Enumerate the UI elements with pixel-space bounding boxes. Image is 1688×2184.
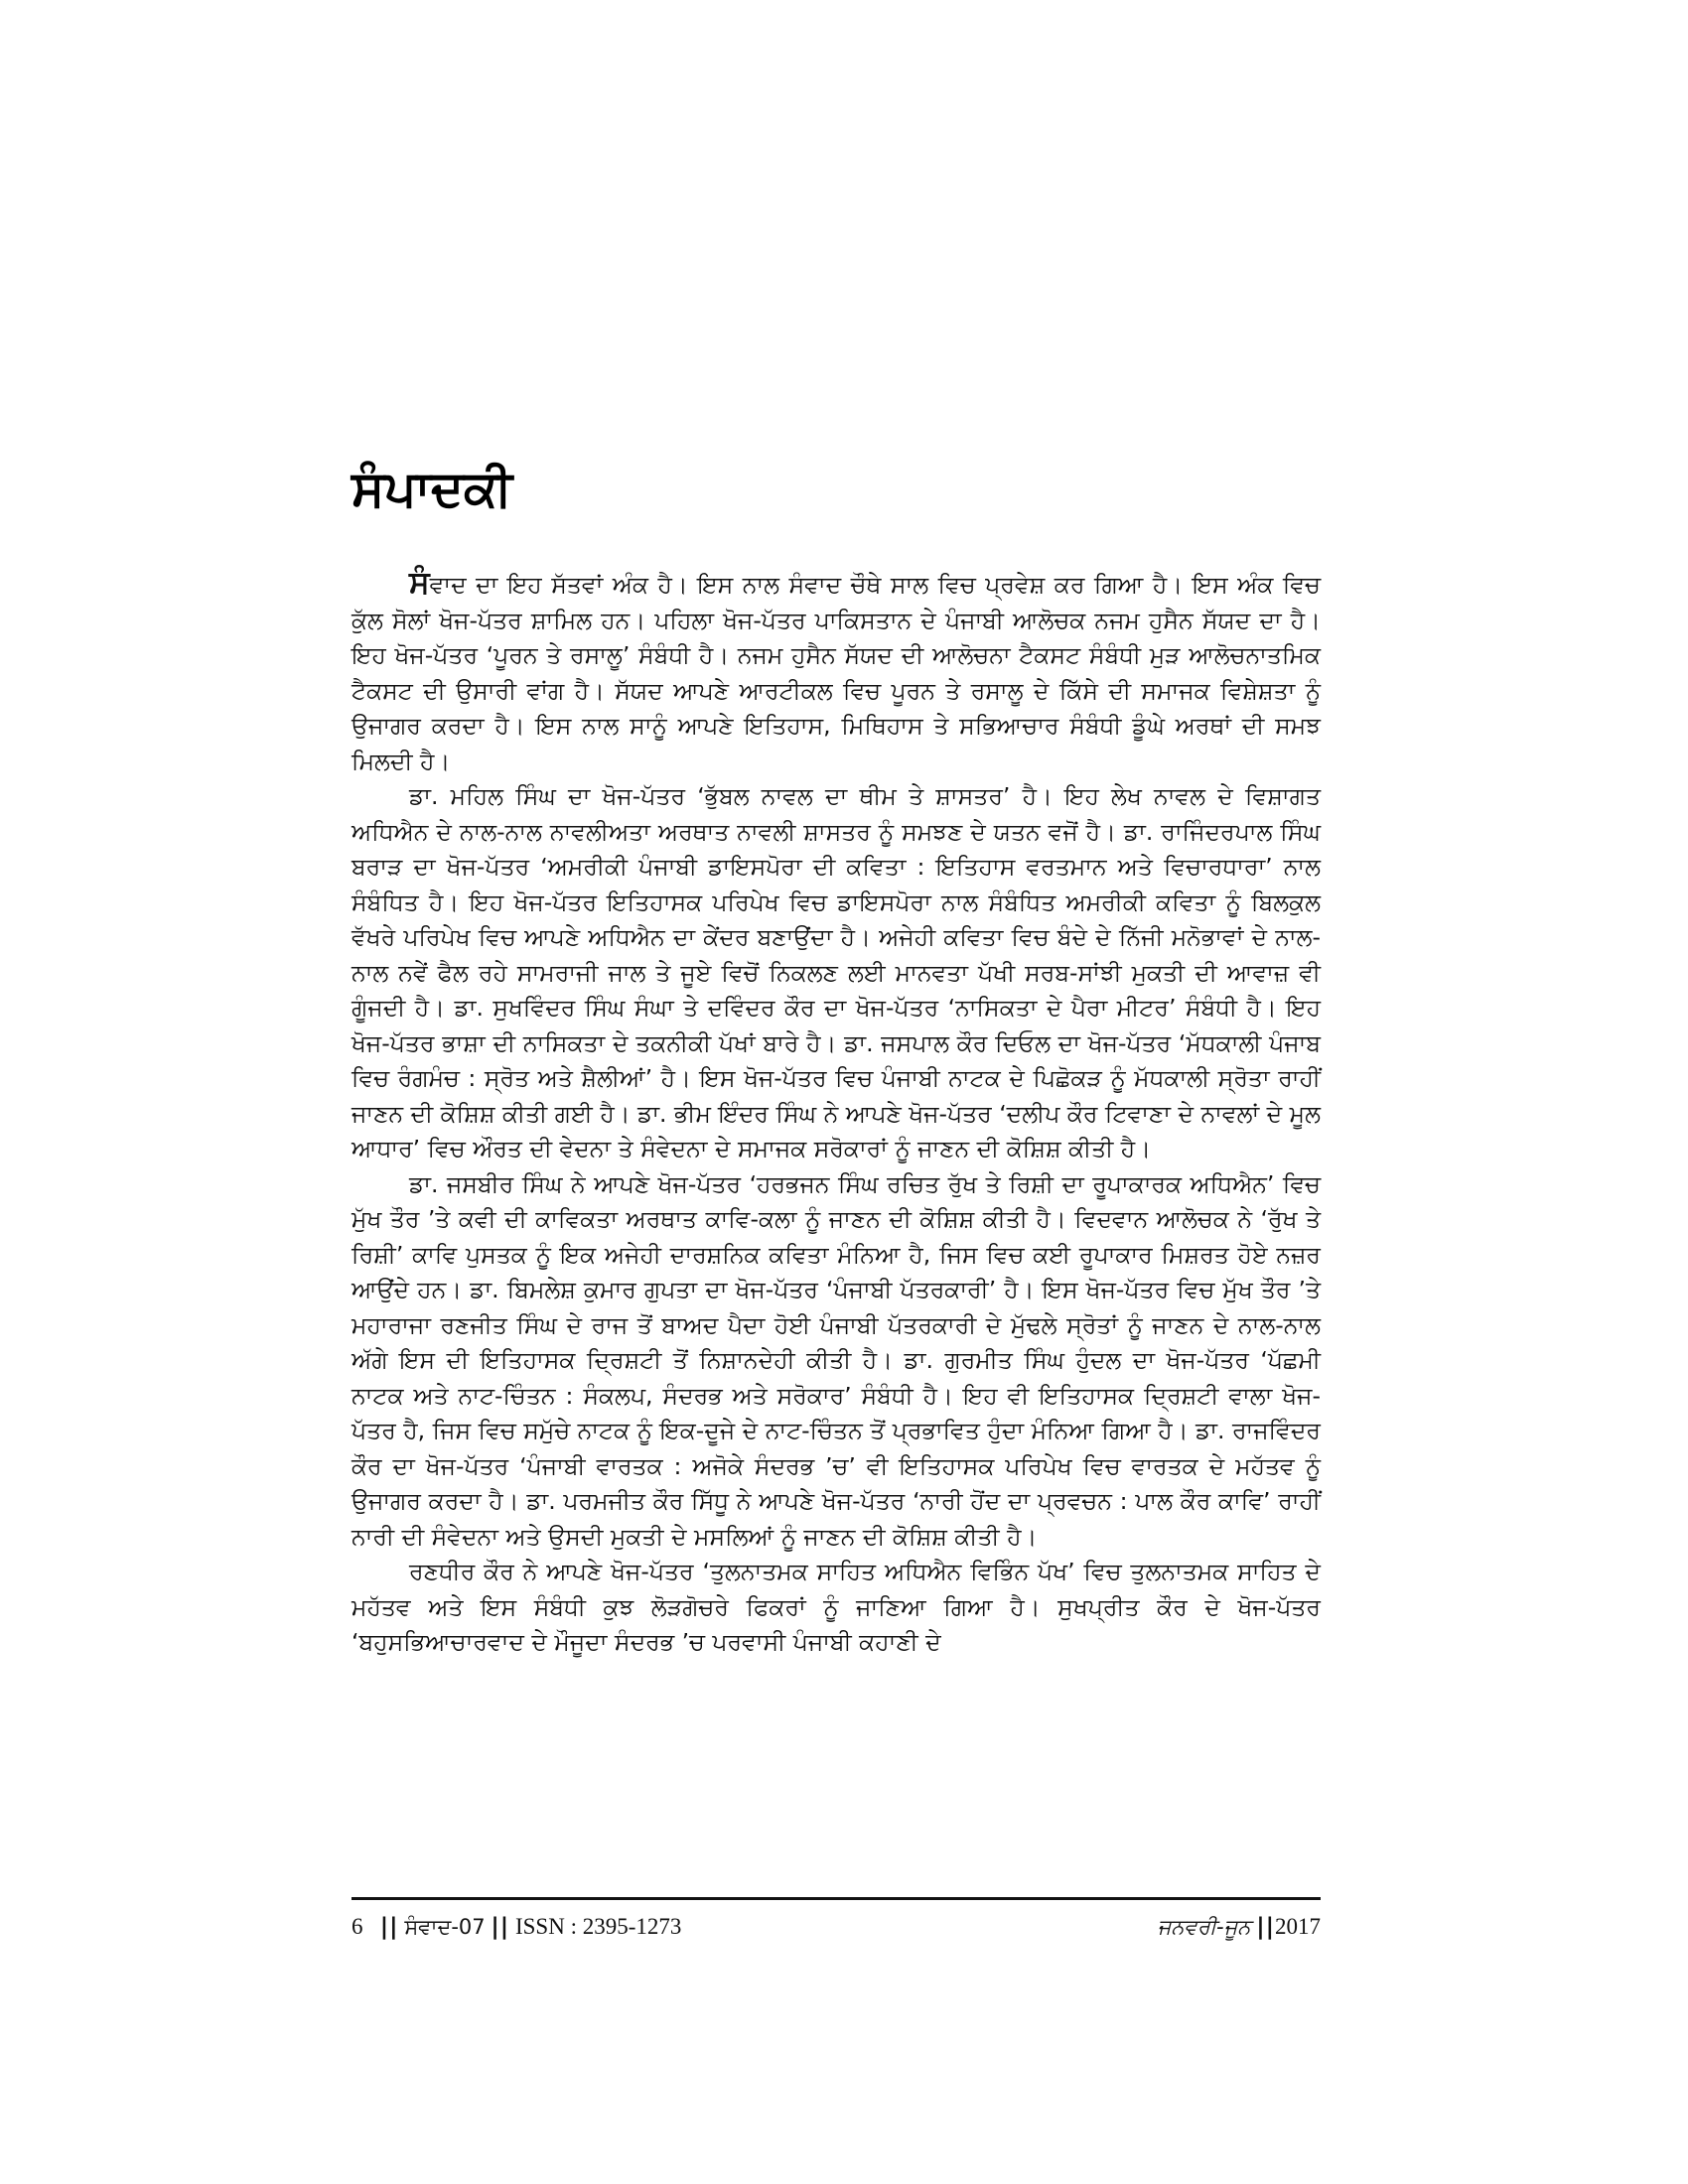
issue-year: 2017 xyxy=(1275,1914,1321,1939)
footer-separator: || xyxy=(491,1914,510,1940)
issue-period: ਜਨਵਰੀ-ਜੂਨ xyxy=(1157,1915,1251,1939)
footer-divider xyxy=(352,1897,1321,1900)
footer-right xyxy=(1158,1909,1321,1945)
drop-cap: ਸੰ xyxy=(409,565,430,601)
editorial-body xyxy=(352,566,1321,1661)
paragraph-3: ਡਾ. ਜਸਬੀਰ ਸਿੰਘ ਨੇ ਆਪਣੇ ਖੋਜ-ਪੱਤਰ ‘ਹਰਭਜਨ ਸਿੰਘ ਰਚਿਤ ਰੁੱਖ ਤੇ ਰਿਸ਼ੀ ਦਾ ਰੂਪਾਕਾਰਕ ਅਧਿਐਨ’ ਵਿਚ ਮੁੱਖ ਤੌਰ ’ਤੇ ਕਵੀ ਦੀ ਕਾਵਿਕਤਾ ਅਰਥਾਤ ਕਾਵਿ-ਕਲਾ ਨੂੰ ਜਾਣਨ ਦੀ ਕੋਸ਼ਿਸ਼ ਕੀਤੀ ਹੈ। ਵਿਦਵਾਨ ਆਲੋਚਕ ਨੇ ‘ਰੁੱਖ ਤੇ ਰਿਸ਼ੀ’ ਕਾਵਿ ਪੁਸਤਕ ਨੂੰ ਇਕ ਅਜੇਹੀ ਦਾਰਸ਼ਨਿਕ ਕਵਿਤਾ ਮੰਨਿਆ ਹੈ, ਜਿਸ ਵਿਚ ਕਈ ਰੂਪਾਕਾਰ ਮਿਸ਼ਰਤ ਹੋਏ ਨਜ਼ਰ ਆਉਂਦੇ ਹਨ। ਡਾ. ਬਿਮਲੇਸ਼ ਕੁਮਾਰ ਗੁਪਤਾ ਦਾ ਖੋਜ-ਪੱਤਰ ‘ਪੰਜਾਬੀ ਪੱਤਰਕਾਰੀ’ ਹੈ। ਇਸ ਖੋਜ-ਪੱਤਰ ਵਿਚ ਮੁੱਖ ਤੌਰ ’ਤੇ ਮਹਾਰਾਜਾ ਰਣਜੀਤ ਸਿੰਘ ਦੇ ਰਾਜ ਤੋਂ ਬਾਅਦ ਪੈਦਾ ਹੋਈ ਪੰਜਾਬੀ ਪੱਤਰਕਾਰੀ ਦੇ ਮੁੱਢਲੇ ਸ੍ਰੋਤਾਂ ਨੂੰ ਜਾਣਨ ਦੇ ਨਾਲ-ਨਾਲ ਅੱਗੇ ਇਸ ਦੀ ਇਤਿਹਾਸਕ ਦ੍ਰਿਸ਼ਟੀ ਤੋਂ ਨਿਸ਼ਾਨਦੇਹੀ ਕੀਤੀ ਹੈ। ਡਾ. ਗੁਰਮੀਤ ਸਿੰਘ ਹੁੰਦਲ ਦਾ ਖੋਜ-ਪੱਤਰ ‘ਪੱਛਮੀ ਨਾਟਕ ਅਤੇ ਨਾਟ-ਚਿੰਤਨ : ਸੰਕਲਪ, ਸੰਦਰਭ ਅਤੇ ਸਰੋਕਾਰ’ ਸੰਬੰਧੀ ਹੈ। ਇਹ ਵੀ ਇਤਿਹਾਸਕ ਦ੍ਰਿਸ਼ਟੀ ਵਾਲਾ ਖੋਜ-ਪੱਤਰ ਹੈ, ਜਿਸ ਵਿਚ ਸਮੁੱਚੇ ਨਾਟਕ ਨੂੰ ਇਕ-ਦੂਜੇ ਦੇ ਨਾਟ-ਚਿੰਤਨ ਤੋਂ ਪ੍ਰਭਾਵਿਤ ਹੁੰਦਾ ਮੰਨਿਆ ਗਿਆ ਹੈ। ਡਾ. ਰਾਜਵਿੰਦਰ ਕੌਰ ਦਾ ਖੋਜ-ਪੱਤਰ ‘ਪੰਜਾਬੀ ਵਾਰਤਕ : ਅਜੋਕੇ ਸੰਦਰਭ ’ਚ’ ਵੀ ਇਤਿਹਾਸਕ ਪਰਿਪੇਖ ਵਿਚ ਵਾਰਤਕ ਦੇ ਮਹੱਤਵ ਨੂੰ ਉਜਾਗਰ ਕਰਦਾ ਹੈ। ਡਾ. ਪਰਮਜੀਤ ਕੌਰ ਸਿੱਧੂ ਨੇ ਆਪਣੇ ਖੋਜ-ਪੱਤਰ ‘ਨਾਰੀ ਹੋਂਦ ਦਾ ਪ੍ਰਵਚਨ : ਪਾਲ ਕੌਰ ਕਾਵਿ’ ਰਾਹੀਂ ਨਾਰੀ ਦੀ ਸੰਵੇਦਨਾ ਅਤੇ ਉਸਦੀ ਮੁਕਤੀ ਦੇ ਮਸਲਿਆਂ ਨੂੰ ਜਾਣਨ ਦੀ ਕੋਸ਼ਿਸ਼ ਕੀਤੀ ਹੈ। xyxy=(352,1169,1322,1551)
page-title: ਸੰਪਾਦਕੀ xyxy=(352,460,513,517)
page-footer xyxy=(352,1909,1321,1945)
footer-separator: || xyxy=(1256,1914,1275,1940)
paragraph-1 xyxy=(352,566,1321,779)
paragraph-1-text: ਵਾਦ ਦਾ ਇਹ ਸੱਤਵਾਂ ਅੰਕ ਹੈ। ਇਸ ਨਾਲ ਸੰਵਾਦ ਚੌਥੇ ਸਾਲ ਵਿਚ ਪ੍ਰਵੇਸ਼ ਕਰ ਗਿਆ ਹੈ। ਇਸ ਅੰਕ ਵਿਚ ਕੁੱਲ ਸੋਲਾਂ ਖੋਜ-ਪੱਤਰ ਸ਼ਾਮਿਲ ਹਨ। ਪਹਿਲਾ ਖੋਜ-ਪੱਤਰ ਪਾਕਿਸਤਾਨ ਦੇ ਪੰਜਾਬੀ ਆਲੋਚਕ ਨਜਮ ਹੁਸੈਨ ਸੱਯਦ ਦਾ ਹੈ। ਇਹ ਖੋਜ-ਪੱਤਰ ‘ਪੂਰਨ ਤੇ ਰਸਾਲੂ’ ਸੰਬੰਧੀ ਹੈ। ਨਜਮ ਹੁਸੈਨ ਸੱਯਦ ਦੀ ਆਲੋਚਨਾ ਟੈਕਸਟ ਸੰਬੰਧੀ ਮੁੜ ਆਲੋਚਨਾਤਮਿਕ ਟੈਕਸਟ ਦੀ ਉਸਾਰੀ ਵਾਂਗ ਹੈ। ਸੱਯਦ ਆਪਣੇ ਆਰਟੀਕਲ ਵਿਚ ਪੂਰਨ ਤੇ ਰਸਾਲੂ ਦੇ ਕਿੱਸੇ ਦੀ ਸਮਾਜਕ ਵਿਸ਼ੇਸ਼ਤਾ ਨੂੰ ਉਜਾਗਰ ਕਰਦਾ ਹੈ। ਇਸ ਨਾਲ ਸਾਨੂੰ ਆਪਣੇ ਇਤਿਹਾਸ, ਮਿਥਿਹਾਸ ਤੇ ਸਭਿਆਚਾਰ ਸੰਬੰਧੀ ਡੂੰਘੇ ਅਰਥਾਂ ਦੀ ਸਮਝ ਮਿਲਦੀ ਹੈ। xyxy=(352,571,1321,775)
journal-issue: ਸੰਵਾਦ-07 xyxy=(404,1915,486,1939)
paragraph-4: ਰਣਧੀਰ ਕੌਰ ਨੇ ਆਪਣੇ ਖੋਜ-ਪੱਤਰ ‘ਤੁਲਨਾਤਮਕ ਸਾਹਿਤ ਅਧਿਐਨ ਵਿਭਿੰਨ ਪੱਖ’ ਵਿਚ ਤੁਲਨਾਤਮਕ ਸਾਹਿਤ ਦੇ ਮਹੱਤਵ ਅਤੇ ਇਸ ਸੰਬੰਧੀ ਕੁਝ ਲੋੜਗੋਚਰੇ ਫਿਕਰਾਂ ਨੂੰ ਜਾਣਿਆ ਗਿਆ ਹੈ। ਸੁਖਪ੍ਰੀਤ ਕੌਰ ਦੇ ਖੋਜ-ਪੱਤਰ ‘ਬਹੁਸਭਿਆਚਾਰਵਾਦ ਦੇ ਮੌਜੂਦਾ ਸੰਦਰਭ ’ਚ ਪਰਵਾਸੀ ਪੰਜਾਬੀ ਕਹਾਣੀ ਦੇ xyxy=(352,1558,1321,1656)
page-number: 6 xyxy=(352,1914,363,1939)
paragraph-2: ਡਾ. ਮਹਿਲ ਸਿੰਘ ਦਾ ਖੋਜ-ਪੱਤਰ ‘ਭੁੱਬਲ ਨਾਵਲ ਦਾ ਥੀਮ ਤੇ ਸ਼ਾਸਤਰ’ ਹੈ। ਇਹ ਲੇਖ ਨਾਵਲ ਦੇ ਵਿਸ਼ਾਗਤ ਅਧਿਐਨ ਦੇ ਨਾਲ-ਨਾਲ ਨਾਵਲੀਅਤਾ ਅਰਥਾਤ ਨਾਵਲੀ ਸ਼ਾਸਤਰ ਨੂੰ ਸਮਝਣ ਦੇ ਯਤਨ ਵਜੋਂ ਹੈ। ਡਾ. ਰਾਜਿੰਦਰਪਾਲ ਸਿੰਘ ਬਰਾੜ ਦਾ ਖੋਜ-ਪੱਤਰ ‘ਅਮਰੀਕੀ ਪੰਜਾਬੀ ਡਾਇਸਪੋਰਾ ਦੀ ਕਵਿਤਾ : ਇਤਿਹਾਸ ਵਰਤਮਾਨ ਅਤੇ ਵਿਚਾਰਧਾਰਾ’ ਨਾਲ ਸੰਬੰਧਿਤ ਹੈ। ਇਹ ਖੋਜ-ਪੱਤਰ ਇਤਿਹਾਸਕ ਪਰਿਪੇਖ ਵਿਚ ਡਾਇਸਪੋਰਾ ਨਾਲ ਸੰਬੰਧਿਤ ਅਮਰੀਕੀ ਕਵਿਤਾ ਨੂੰ ਬਿਲਕੁਲ ਵੱਖਰੇ ਪਰਿਪੇਖ ਵਿਚ ਆਪਣੇ ਅਧਿਐਨ ਦਾ ਕੇਂਦਰ ਬਣਾਉਂਦਾ ਹੈ। ਅਜੇਹੀ ਕਵਿਤਾ ਵਿਚ ਬੰਦੇ ਦੇ ਨਿੱਜੀ ਮਨੋਭਾਵਾਂ ਦੇ ਨਾਲ-ਨਾਲ ਨਵੇਂ ਫੈਲ ਰਹੇ ਸਾਮਰਾਜੀ ਜਾਲ ਤੇ ਜੂਏ ਵਿਚੋਂ ਨਿਕਲਣ ਲਈ ਮਾਨਵਤਾ ਪੱਖੀ ਸਰਬ-ਸਾਂਝੀ ਮੁਕਤੀ ਦੀ ਆਵਾਜ਼ ਵੀ ਗੂੰਜਦੀ ਹੈ। ਡਾ. ਸੁਖਵਿੰਦਰ ਸਿੰਘ ਸੰਘਾ ਤੇ ਦਵਿੰਦਰ ਕੌਰ ਦਾ ਖੋਜ-ਪੱਤਰ ‘ਨਾਸਿਕਤਾ ਦੇ ਪੈਰਾ ਮੀਟਰ’ ਸੰਬੰਧੀ ਹੈ। ਇਹ ਖੋਜ-ਪੱਤਰ ਭਾਸ਼ਾ ਦੀ ਨਾਸਿਕਤਾ ਦੇ ਤਕਨੀਕੀ ਪੱਖਾਂ ਬਾਰੇ ਹੈ। ਡਾ. ਜਸਪਾਲ ਕੌਰ ਦਿਓਲ ਦਾ ਖੋਜ-ਪੱਤਰ ‘ਮੱਧਕਾਲੀ ਪੰਜਾਬ ਵਿਚ ਰੰਗਮੰਚ : ਸ੍ਰੋਤ ਅਤੇ ਸ਼ੈਲੀਆਂ’ ਹੈ। ਇਸ ਖੋਜ-ਪੱਤਰ ਵਿਚ ਪੰਜਾਬੀ ਨਾਟਕ ਦੇ ਪਿਛੋਕੜ ਨੂੰ ਮੱਧਕਾਲੀ ਸ੍ਰੋਤਾ ਰਾਹੀਂ ਜਾਣਨ ਦੀ ਕੋਸ਼ਿਸ਼ ਕੀਤੀ ਗਈ ਹੈ। ਡਾ. ਭੀਮ ਇੰਦਰ ਸਿੰਘ ਨੇ ਆਪਣੇ ਖੋਜ-ਪੱਤਰ ‘ਦਲੀਪ ਕੌਰ ਟਿਵਾਣਾ ਦੇ ਨਾਵਲਾਂ ਦੇ ਮੂਲ ਆਧਾਰ’ ਵਿਚ ਔਰਤ ਦੀ ਵੇਦਨਾ ਤੇ ਸੰਵੇਦਨਾ ਦੇ ਸਮਾਜਕ ਸਰੋਕਾਰਾਂ ਨੂੰ ਜਾਣਨ ਦੀ ਕੋਸ਼ਿਸ਼ ਕੀਤੀ ਹੈ। xyxy=(352,782,1321,1162)
issn-number: ISSN : 2395-1273 xyxy=(514,1914,682,1939)
footer-left xyxy=(352,1909,681,1945)
footer-separator: || xyxy=(379,1914,399,1940)
